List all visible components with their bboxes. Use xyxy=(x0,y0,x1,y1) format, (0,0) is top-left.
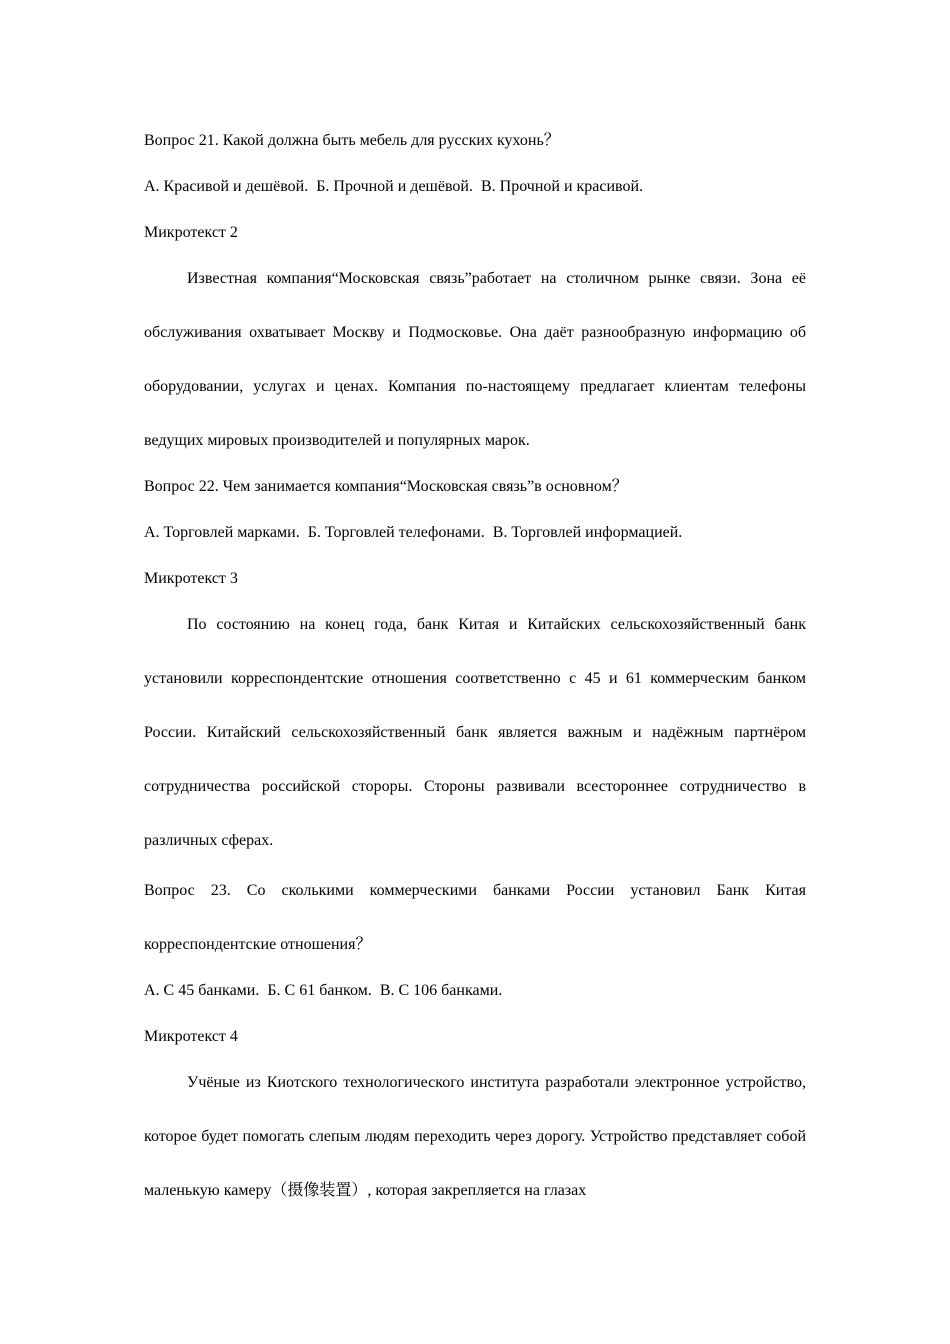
question-22-options xyxy=(144,510,806,556)
question-21-options xyxy=(144,164,806,210)
option-c: В. С 106 банками. xyxy=(379,982,503,999)
microtext-2-title: Микротекст 2 xyxy=(144,224,238,241)
question-22: Вопрос 22. Чем занимается компания“Московская связь”в основном？ xyxy=(144,478,628,495)
option-b: Б. Прочной и дешёвой. xyxy=(316,178,473,195)
microtext-4-title: Микротекст 4 xyxy=(144,1028,238,1045)
document-body xyxy=(144,118,806,1214)
option-c: В. Торговлей информацией. xyxy=(492,524,683,541)
microtext-4-text: Учёные из Киотского технологического института разработали электронное устройство, которое будет помогать слепым людям переходить через дорогу. Устройство представляет собой маленькую камеру（摄像装置）, которая закрепляется на глазах xyxy=(144,1074,806,1199)
microtext-2-text: Известная компания“Московская связь”работает на столичном рынке связи. Зона её обслуживания охватывает Москву и Подмосковье. Она даёт разнообразную информацию об оборудовании, услугах и ценах. Компания по-настоящему предлагает клиентам телефоны ведущих мировых производителей и популярных марок. xyxy=(144,270,806,449)
option-c: В. Прочной и красивой. xyxy=(480,178,644,195)
option-b: Б. С 61 банком. xyxy=(267,982,372,999)
question-23-options xyxy=(144,968,806,1014)
question-23: Вопрос 23. Со сколькими коммерческими банками России установил Банк Китая корреспондентские отношения？ xyxy=(144,882,806,953)
option-a: А. Торговлей марками. xyxy=(144,524,300,541)
option-a: А. Красивой и дешёвой. xyxy=(144,178,309,195)
microtext-3-text: По состоянию на конец года, банк Китая и Китайских сельскохозяйственный банк установили корреспондентские отношения соответственно с 45 и 61 коммерческим банком России. Китайский сельскохозяйственный банк является важным и надёжным партнёром сотрудничества российской стороры. Стороны развивали всестороннее сотрудничество в различных сферах. xyxy=(144,616,806,849)
microtext-3-title: Микротекст 3 xyxy=(144,570,238,587)
question-21: Вопрос 21. Какой должна быть мебель для русских кухонь？ xyxy=(144,132,560,149)
option-a: А. С 45 банками. xyxy=(144,982,260,999)
option-b: Б. Торговлей телефонами. xyxy=(307,524,485,541)
